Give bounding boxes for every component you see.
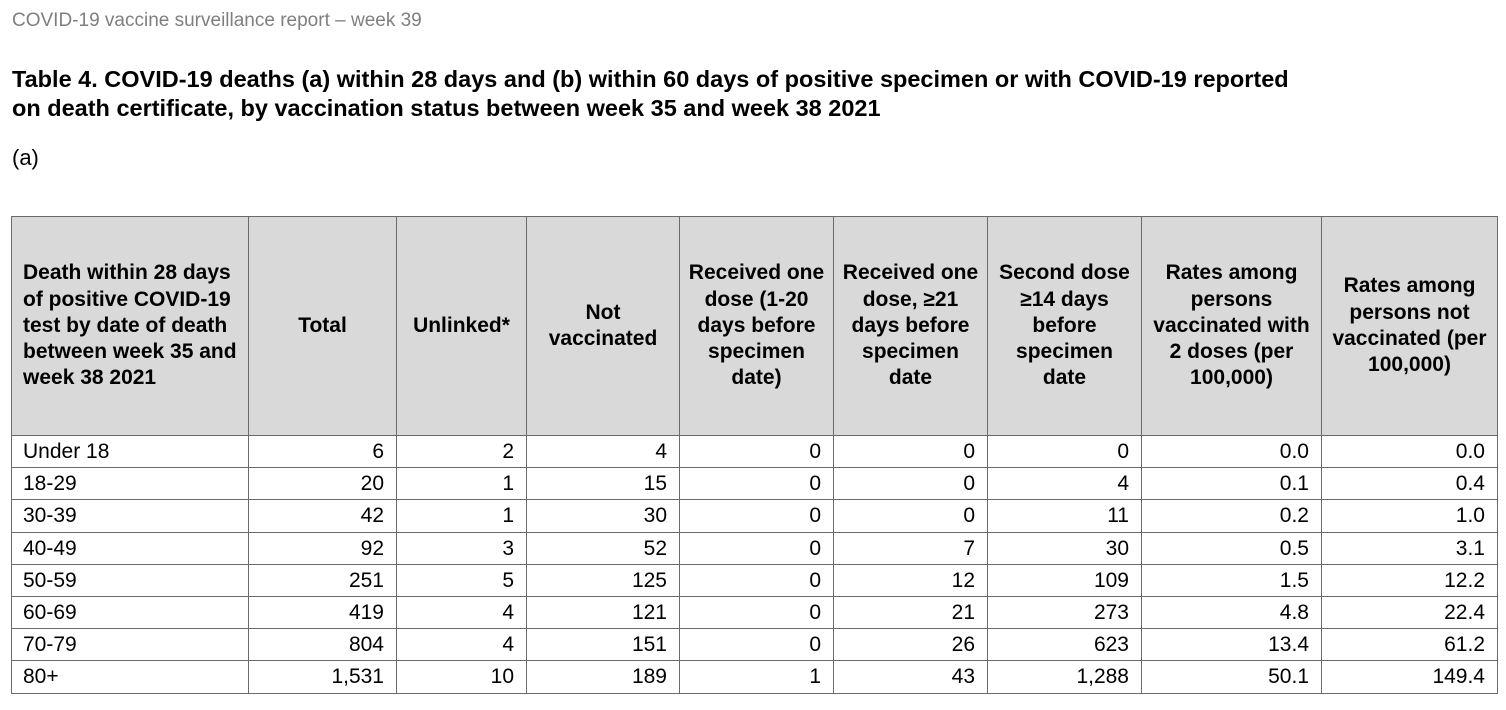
value-cell: 50.1: [1142, 661, 1322, 693]
value-cell: 189: [527, 661, 680, 693]
caption-line-2: on death certificate, by vaccination status between week 35 and week 38 2021: [12, 95, 881, 121]
value-cell: 0.0: [1322, 436, 1498, 468]
value-cell: 21: [834, 596, 988, 628]
header-row: [12, 217, 1498, 436]
value-cell: 92: [249, 532, 397, 564]
value-cell: 4: [397, 596, 527, 628]
header-cell: Total: [249, 217, 397, 436]
value-cell: 0.0: [1142, 436, 1322, 468]
age-group-cell: Under 18: [12, 436, 249, 468]
value-cell: 52: [527, 532, 680, 564]
header-cell: Not vaccinated: [527, 217, 680, 436]
age-group-cell: 18-29: [12, 468, 249, 500]
table-row: [12, 661, 1498, 693]
value-cell: 804: [249, 629, 397, 661]
value-cell: 4: [527, 436, 680, 468]
header-cell: Received one dose, ≥21 days before specimen date: [834, 217, 988, 436]
value-cell: 1.0: [1322, 500, 1498, 532]
value-cell: 0: [680, 596, 834, 628]
value-cell: 4: [397, 629, 527, 661]
value-cell: 12.2: [1322, 564, 1498, 596]
deaths-table: [11, 216, 1498, 694]
value-cell: 109: [988, 564, 1142, 596]
age-group-cell: 50-59: [12, 564, 249, 596]
value-cell: 0: [680, 500, 834, 532]
value-cell: 10: [397, 661, 527, 693]
value-cell: 0: [680, 532, 834, 564]
value-cell: 273: [988, 596, 1142, 628]
value-cell: 20: [249, 468, 397, 500]
value-cell: 30: [527, 500, 680, 532]
table-row: [12, 436, 1498, 468]
value-cell: 43: [834, 661, 988, 693]
value-cell: 1: [397, 500, 527, 532]
running-header: COVID-19 vaccine surveillance report – week 39: [12, 10, 422, 31]
value-cell: 15: [527, 468, 680, 500]
table-caption: [12, 65, 1492, 123]
value-cell: 26: [834, 629, 988, 661]
value-cell: 7: [834, 532, 988, 564]
value-cell: 4.8: [1142, 596, 1322, 628]
value-cell: 0.5: [1142, 532, 1322, 564]
value-cell: 1,288: [988, 661, 1142, 693]
value-cell: 1: [680, 661, 834, 693]
header-cell: Second dose ≥14 days before specimen date: [988, 217, 1142, 436]
value-cell: 13.4: [1142, 629, 1322, 661]
table-row: [12, 596, 1498, 628]
value-cell: 5: [397, 564, 527, 596]
value-cell: 125: [527, 564, 680, 596]
age-group-cell: 60-69: [12, 596, 249, 628]
header-cell: Rates among persons not vaccinated (per 100,000): [1322, 217, 1498, 436]
value-cell: 1: [397, 468, 527, 500]
table-row: [12, 532, 1498, 564]
age-group-cell: 70-79: [12, 629, 249, 661]
caption-line-1: Table 4. COVID-19 deaths (a) within 28 days and (b) within 60 days of positive specimen or with COVID-19 reported: [12, 66, 1289, 92]
value-cell: 0: [834, 500, 988, 532]
table-row: [12, 564, 1498, 596]
value-cell: 0.1: [1142, 468, 1322, 500]
value-cell: 0: [680, 468, 834, 500]
value-cell: 2: [397, 436, 527, 468]
value-cell: 1.5: [1142, 564, 1322, 596]
value-cell: 0.4: [1322, 468, 1498, 500]
value-cell: 4: [988, 468, 1142, 500]
value-cell: 0.2: [1142, 500, 1322, 532]
value-cell: 12: [834, 564, 988, 596]
header-cell: Rates among persons vaccinated with 2 doses (per 100,000): [1142, 217, 1322, 436]
table-row: [12, 500, 1498, 532]
value-cell: 42: [249, 500, 397, 532]
value-cell: 6: [249, 436, 397, 468]
value-cell: 30: [988, 532, 1142, 564]
part-label: (a): [12, 145, 39, 170]
value-cell: 121: [527, 596, 680, 628]
header-cell: Death within 28 days of positive COVID-19 test by date of death between week 35 and week 38 2021: [12, 217, 249, 436]
value-cell: 61.2: [1322, 629, 1498, 661]
value-cell: 0: [834, 436, 988, 468]
value-cell: 151: [527, 629, 680, 661]
value-cell: 623: [988, 629, 1142, 661]
value-cell: 0: [834, 468, 988, 500]
table-row: [12, 629, 1498, 661]
table-row: [12, 468, 1498, 500]
value-cell: 419: [249, 596, 397, 628]
value-cell: 1,531: [249, 661, 397, 693]
value-cell: 22.4: [1322, 596, 1498, 628]
age-group-cell: 40-49: [12, 532, 249, 564]
value-cell: 3: [397, 532, 527, 564]
age-group-cell: 80+: [12, 661, 249, 693]
value-cell: 0: [680, 436, 834, 468]
value-cell: 3.1: [1322, 532, 1498, 564]
header-cell: Unlinked*: [397, 217, 527, 436]
value-cell: 149.4: [1322, 661, 1498, 693]
value-cell: 11: [988, 500, 1142, 532]
value-cell: 0: [988, 436, 1142, 468]
header-cell: Received one dose (1-20 days before specimen date): [680, 217, 834, 436]
age-group-cell: 30-39: [12, 500, 249, 532]
value-cell: 0: [680, 629, 834, 661]
value-cell: 0: [680, 564, 834, 596]
value-cell: 251: [249, 564, 397, 596]
